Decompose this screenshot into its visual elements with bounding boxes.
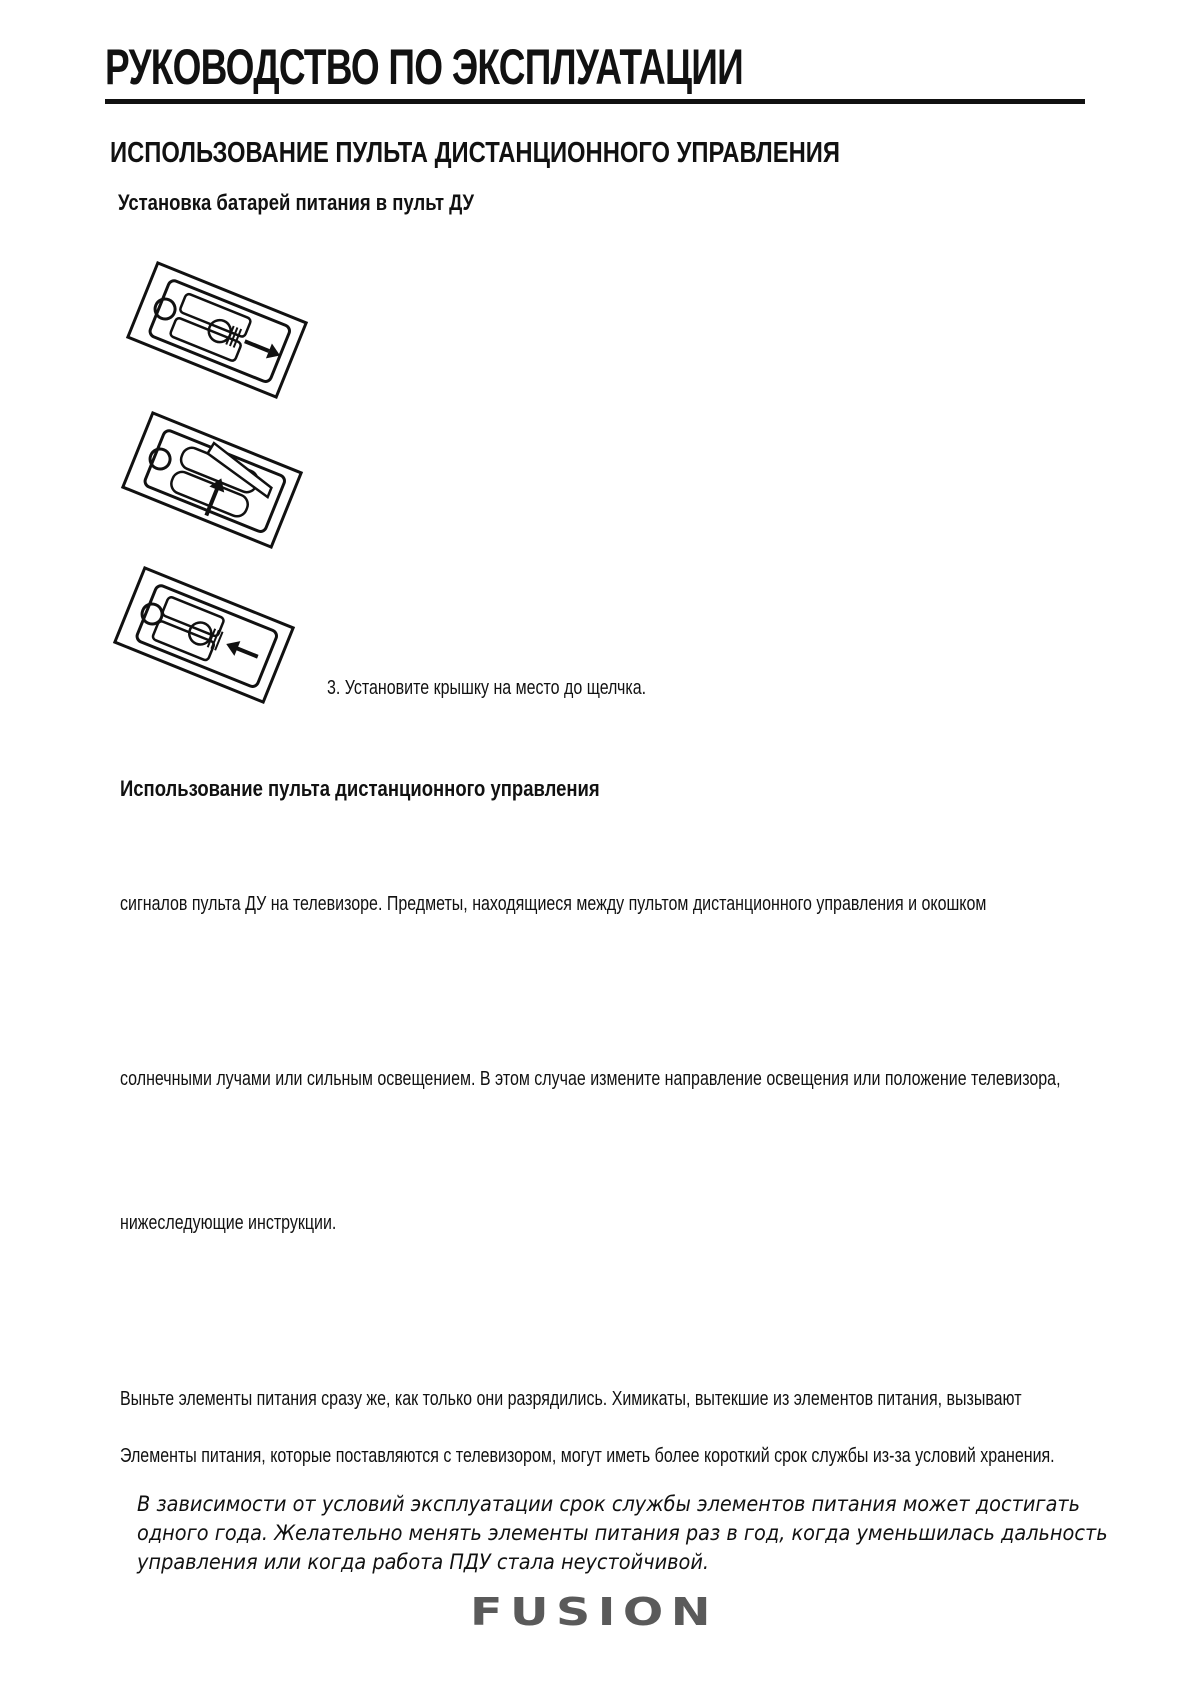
battery-insert-icon	[120, 405, 305, 555]
battery-life-note	[137, 1490, 1149, 1577]
body-line-4: Выньте элементы питания сразу же, как только они разрядились. Химикаты, вытекшие из элементов питания, вызывают	[120, 1388, 1022, 1410]
body-line-1: сигналов пульта ДУ на телевизоре. Предметы, находящиеся между пультом дистанционного управления и окошком	[120, 893, 987, 915]
usage-subheading: Использование пульта дистанционного управления	[120, 776, 600, 801]
battery-cover-open-icon	[125, 255, 310, 405]
battery-subheading: Установка батарей питания в пульт ДУ	[118, 190, 475, 215]
note-line-1: В зависимости от условий эксплуатации срок службы элементов питания может достигать	[137, 1492, 1081, 1516]
note-line-3: управления или когда работа ПДУ стала неустойчивой.	[137, 1550, 710, 1574]
step-3-text: 3. Установите крышку на место до щелчка.	[327, 677, 647, 699]
page-title: РУКОВОДСТВО ПО ЭКСПЛУАТАЦИИ	[105, 39, 743, 95]
title-underline	[105, 99, 1085, 104]
note-line-2: одного года. Желательно менять элементы питания раз в год, когда уменьшилась дальность	[137, 1521, 1108, 1545]
battery-cover-close-icon	[112, 560, 297, 710]
body-line-5: Элементы питания, которые поставляются с телевизором, могут иметь более короткий срок службы из-за условий хранения.	[120, 1445, 1055, 1467]
body-line-2: солнечными лучами или сильным освещением. В этом случае измените направление освещения или положение телевизора,	[120, 1068, 1061, 1090]
fusion-logo: FUSION	[470, 1590, 719, 1634]
body-line-3: нижеследующие инструкции.	[120, 1212, 337, 1234]
section-heading: ИСПОЛЬЗОВАНИЕ ПУЛЬТА ДИСТАНЦИОННОГО УПРАВЛЕНИЯ	[110, 137, 840, 169]
